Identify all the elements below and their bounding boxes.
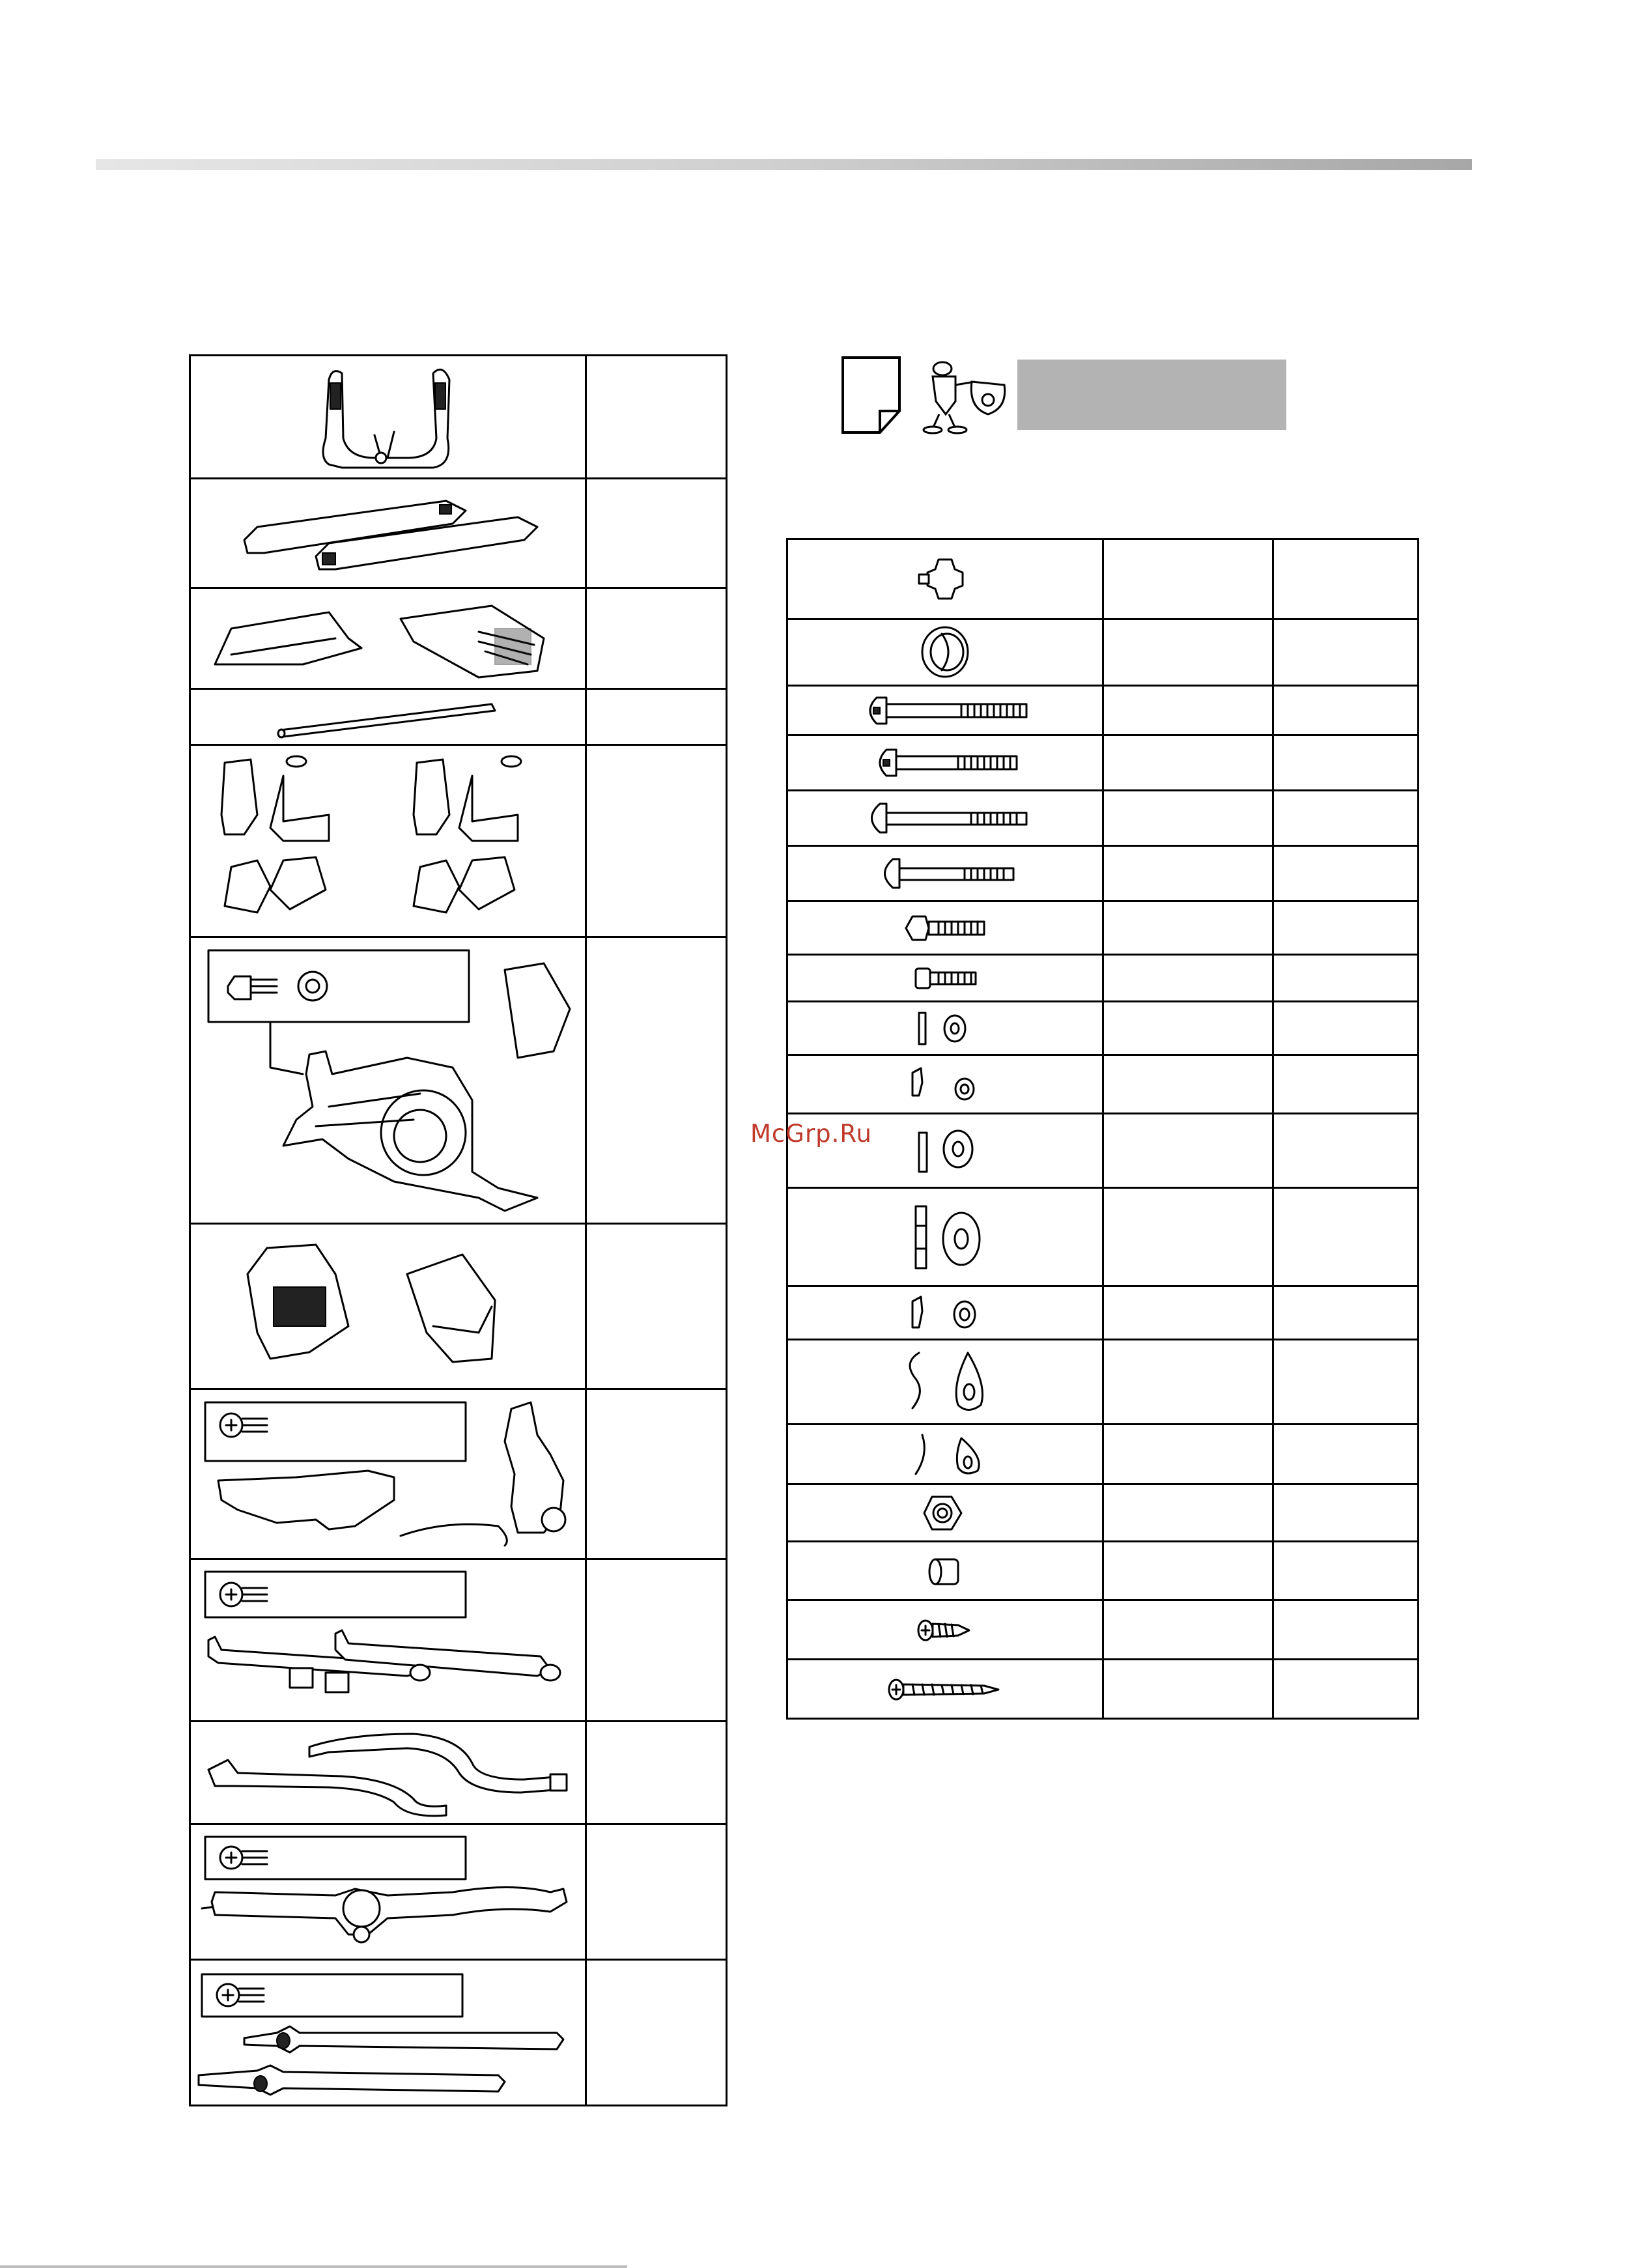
hardware-image-cell [787,1542,1103,1600]
footer-rule [0,2265,627,2268]
quantity-cell [586,745,726,937]
hardware-image-cell [787,1425,1103,1484]
table-row [190,1824,727,1960]
nylon-nut-icon [919,1490,971,1536]
hardware-image-cell [787,1188,1103,1286]
quantity-cell [1273,1600,1418,1660]
quantity-cell [1103,955,1273,1002]
table-row [787,1660,1419,1719]
table-row [190,689,727,745]
quantity-cell [1273,1286,1418,1340]
quantity-cell [586,937,726,1224]
table-row [787,1484,1419,1542]
table-row [787,1542,1419,1600]
hardware-image-cell [787,955,1103,1002]
hardware-image-cell [787,1286,1103,1340]
console-mast-icon [199,1396,576,1552]
hardware-image-cell [787,735,1103,791]
header-gradient-bar [96,159,1472,170]
part-image-cell [190,745,586,937]
knob-icon [916,553,974,605]
quantity-cell [1273,1188,1418,1286]
hardware-image-cell [787,1660,1103,1719]
hardware-image-cell [787,1002,1103,1055]
quantity-cell [586,1224,726,1389]
table-row [787,791,1419,846]
quantity-cell [1103,1425,1273,1484]
upright-tube-icon [199,1830,576,1954]
hardware-image-cell [787,846,1103,901]
parts-table [189,354,728,2106]
part-image-cell [190,1389,586,1559]
table-row [787,1600,1419,1660]
joint-covers-icon [205,750,570,932]
hardware-image-cell [787,539,1103,619]
spring-washer-medium-icon [903,1292,987,1334]
part-image-cell [190,588,586,689]
hardware-table [786,538,1419,1720]
quantity-cell [1273,619,1418,686]
hex-bolt-icon [899,909,991,948]
quantity-cell [1103,901,1273,955]
quantity-cell [1103,1188,1273,1286]
pedal-arms-icon [199,1565,576,1715]
stabilizer-bars-icon [231,488,544,579]
quantity-cell [586,1824,726,1960]
part-image-cell [190,356,586,479]
quantity-cell [1103,1002,1273,1055]
quantity-cell [586,1389,726,1559]
quantity-cell [586,1559,726,1722]
label-box [1017,360,1286,430]
mascot-bag-icon [920,356,1011,435]
handlebar-icon [303,360,472,474]
hardware-image-cell [787,791,1103,846]
table-row [190,356,727,479]
part-image-cell [190,1722,586,1824]
quantity-cell [586,356,726,479]
quantity-cell [1103,791,1273,846]
quantity-cell [586,1722,726,1824]
long-screw-icon [886,1671,1004,1707]
flat-washer-medium-icon [906,1123,984,1178]
quantity-cell [1103,1600,1273,1660]
table-row [190,1389,727,1559]
spring-washer-small-icon [903,1063,987,1105]
table-row [787,539,1419,619]
table-row [787,1055,1419,1114]
part-image-cell [190,1559,586,1722]
quantity-cell [1103,1114,1273,1188]
end-cap-icon [916,625,974,680]
quantity-cell [1273,735,1418,791]
rod-icon [270,694,505,740]
quantity-cell [1103,846,1273,901]
quantity-cell [586,479,726,588]
quantity-cell [1103,1286,1273,1340]
table-row [787,735,1419,791]
table-row [190,479,727,588]
hardware-image-cell [787,1600,1103,1660]
short-screw-icon [916,1612,974,1648]
flat-washer-small-icon [909,1009,981,1048]
table-row [190,1960,727,2106]
quantity-cell [1273,1002,1418,1055]
quantity-cell [1273,539,1418,619]
flat-washer-large-icon [903,1197,987,1278]
table-row [787,1425,1419,1484]
table-row [787,686,1419,735]
quantity-cell [1273,955,1418,1002]
quantity-cell [1103,1055,1273,1114]
allen-bolt-long-icon [860,691,1030,730]
hardware-image-cell [787,1484,1103,1542]
table-row [190,1559,727,1722]
handle-bars-icon [192,1968,583,2098]
quantity-cell [1103,1340,1273,1425]
quantity-cell [1103,1484,1273,1542]
part-image-cell [190,1824,586,1960]
bushing-icon [919,1552,971,1591]
pedals-icon [238,1235,537,1378]
quantity-cell [1103,735,1273,791]
hardware-image-cell [787,901,1103,955]
table-row [787,1114,1419,1188]
carriage-bolt-short-icon [873,854,1017,893]
quantity-cell [1273,846,1418,901]
quantity-cell [1273,1340,1418,1425]
quantity-cell [1273,686,1418,735]
table-row [787,1286,1419,1340]
main-frame-icon [199,944,576,1217]
table-row [787,901,1419,955]
hardware-image-cell [787,1055,1103,1114]
watermark-text: McGrp.Ru [750,1120,872,1148]
carriage-bolt-long-icon [860,799,1030,838]
quantity-cell [1103,686,1273,735]
hardware-image-cell [787,1340,1103,1425]
part-image-cell [190,937,586,1224]
part-image-cell [190,689,586,745]
socket-bolt-small-icon [909,962,981,995]
curved-washer-small-icon [899,1428,991,1481]
quantity-cell [1273,791,1418,846]
quantity-cell [586,588,726,689]
curved-washer-large-icon [896,1346,994,1418]
table-row [190,1224,727,1389]
quantity-cell [1273,901,1418,955]
table-row [190,588,727,689]
quantity-cell [1103,619,1273,686]
hardware-image-cell [787,686,1103,735]
table-row [787,955,1419,1002]
quantity-cell [1273,1484,1418,1542]
table-row [787,1002,1419,1055]
pedal-covers-icon [205,593,570,684]
curved-arm-icon [199,1727,576,1819]
table-row [787,1340,1419,1425]
table-row [787,846,1419,901]
quantity-cell [1103,1660,1273,1719]
quantity-cell [586,1960,726,2106]
table-row [787,619,1419,686]
document-icon [841,356,903,435]
quantity-cell [1273,1542,1418,1600]
quantity-cell [1273,1055,1418,1114]
hardware-image-cell [787,619,1103,686]
quantity-cell [1103,1542,1273,1600]
allen-bolt-medium-icon [870,743,1020,782]
quantity-cell [1273,1425,1418,1484]
table-row [190,745,727,937]
part-image-cell [190,479,586,588]
table-row [190,937,727,1224]
part-image-cell [190,1960,586,2106]
quantity-cell [586,689,726,745]
quantity-cell [1273,1660,1418,1719]
part-image-cell [190,1224,586,1389]
quantity-cell [1103,539,1273,619]
quantity-cell [1273,1114,1418,1188]
table-row [787,1188,1419,1286]
table-row [190,1722,727,1824]
